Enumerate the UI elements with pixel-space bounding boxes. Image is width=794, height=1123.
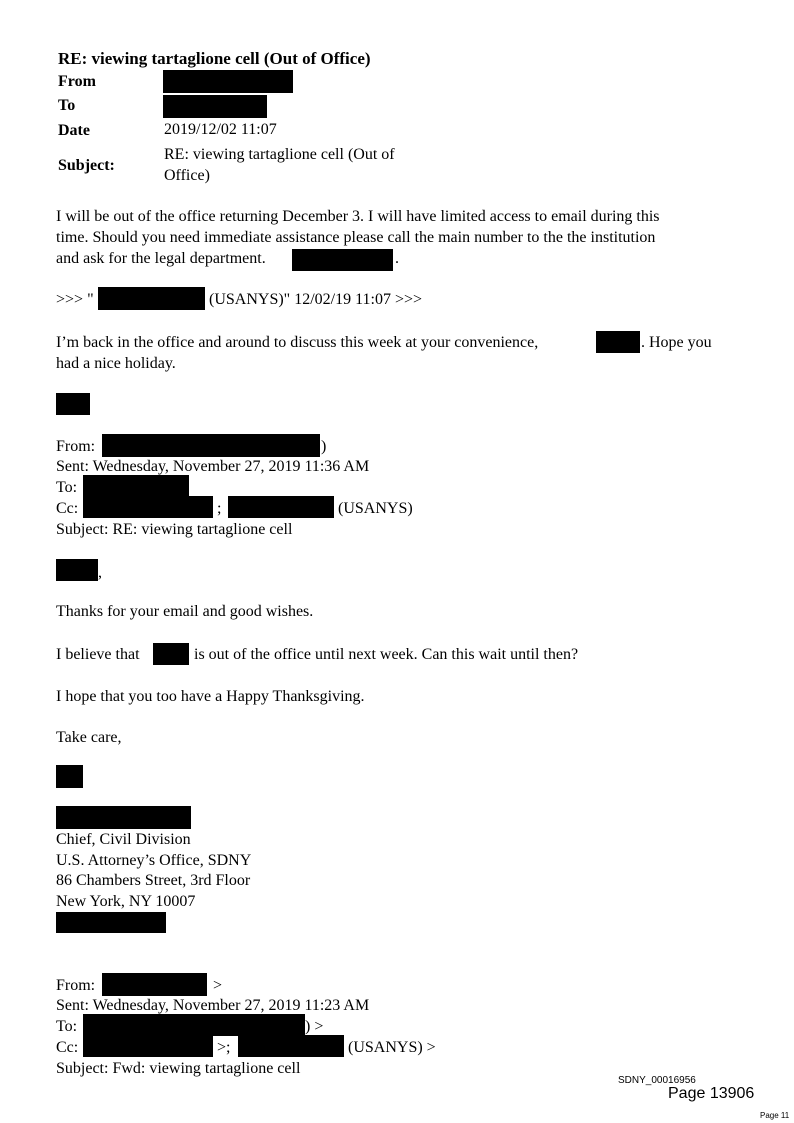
email3-sent: Sent: Wednesday, November 27, 2019 11:23 AM [56, 997, 370, 1014]
signature-title: Chief, Civil Division [56, 831, 191, 848]
redaction-email2-greeting [56, 559, 98, 581]
email2-subject: Subject: RE: viewing tartaglione cell [56, 521, 293, 538]
subject-value-line2: Office) [164, 167, 210, 184]
signature-office: U.S. Attorney’s Office, SDNY [56, 852, 252, 869]
subject-value-line1: RE: viewing tartaglione cell (Out of [164, 146, 395, 163]
redaction-email2-to [83, 475, 189, 497]
email2-greeting-comma: , [98, 564, 102, 581]
redaction-email2-cc1 [83, 496, 213, 518]
redaction-signature-full-name [56, 806, 191, 829]
signature-street: 86 Chambers Street, 3rd Floor [56, 872, 251, 889]
auto-reply-line1: I will be out of the office returning December 3. I will have limited access to email during this [56, 208, 660, 225]
subject-label: Subject: [58, 157, 115, 174]
redaction-email3-from [102, 973, 207, 996]
email2-cc-sep: ; [217, 500, 222, 517]
page-number-small: Page 11 [760, 1111, 790, 1120]
auto-reply-line3: and ask for the legal department. [56, 250, 266, 267]
msg1-line1: I’m back in the office and around to discuss this week at your convenience, [56, 334, 539, 351]
date-value: 2019/12/02 11:07 [164, 121, 277, 138]
redaction-email3-to [83, 1014, 305, 1036]
email2-sent: Sent: Wednesday, November 27, 2019 11:36 AM [56, 458, 370, 475]
email2-cc-suffix: (USANYS) [338, 500, 413, 517]
quote-header-prefix: >>> " [56, 291, 94, 308]
bates-number: SDNY_00016956 [618, 1075, 696, 1086]
email3-from-label: From: [56, 977, 96, 994]
redaction-to [163, 95, 267, 118]
redaction-auto-reply [292, 249, 393, 271]
redaction-email2-cc2 [228, 496, 334, 518]
auto-reply-line2: time. Should you need immediate assistance please call the main number to the the institution [56, 229, 656, 246]
quote-header-suffix: (USANYS)" 12/02/19 11:07 >>> [209, 291, 423, 308]
email2-paragraph-1: Thanks for your email and good wishes. [56, 603, 314, 620]
email3-to-label: To: [56, 1018, 78, 1035]
email3-cc-mid: >; [217, 1039, 231, 1056]
from-label: From [58, 73, 96, 90]
email2-from-label: From: [56, 438, 96, 455]
msg1-line2: had a nice holiday. [56, 355, 176, 372]
redaction-email2-name [153, 643, 189, 665]
redaction-email2-from [102, 434, 320, 457]
email2-cc-label: Cc: [56, 500, 79, 517]
page-number: Page 13906 [668, 1085, 755, 1102]
email3-from-end: > [213, 977, 223, 994]
redaction-email2-signature-name [56, 765, 83, 788]
email2-paragraph-3: I hope that you too have a Happy Thanksgiving. [56, 688, 365, 705]
signature-city: New York, NY 10007 [56, 893, 196, 910]
email2-paragraph-2-start: I believe that [56, 646, 140, 663]
auto-reply-period: . [395, 250, 399, 267]
redaction-signature-phone [56, 912, 166, 933]
date-label: Date [58, 122, 90, 139]
email3-cc-label: Cc: [56, 1039, 79, 1056]
redaction-msg1-name [596, 331, 640, 353]
to-label: To [58, 97, 76, 114]
email3-subject: Subject: Fwd: viewing tartaglione cell [56, 1060, 301, 1077]
email2-paragraph-2-end: is out of the office until next week. Can this wait until then? [194, 646, 579, 663]
email2-to-label: To: [56, 479, 78, 496]
redaction-email3-cc1 [83, 1035, 213, 1057]
redaction-msg1-signature [56, 393, 90, 415]
email3-to-end: ) > [305, 1018, 324, 1035]
email2-paragraph-4: Take care, [56, 729, 122, 746]
redaction-quote-sender [98, 287, 205, 310]
redaction-email3-cc2 [238, 1035, 344, 1057]
redaction-from [163, 70, 293, 93]
email-title: RE: viewing tartaglione cell (Out of Office) [58, 49, 371, 68]
email2-from-end: ) [321, 438, 327, 455]
msg1-line1-end: . Hope you [641, 334, 712, 351]
email3-cc-suffix: (USANYS) > [348, 1039, 436, 1056]
